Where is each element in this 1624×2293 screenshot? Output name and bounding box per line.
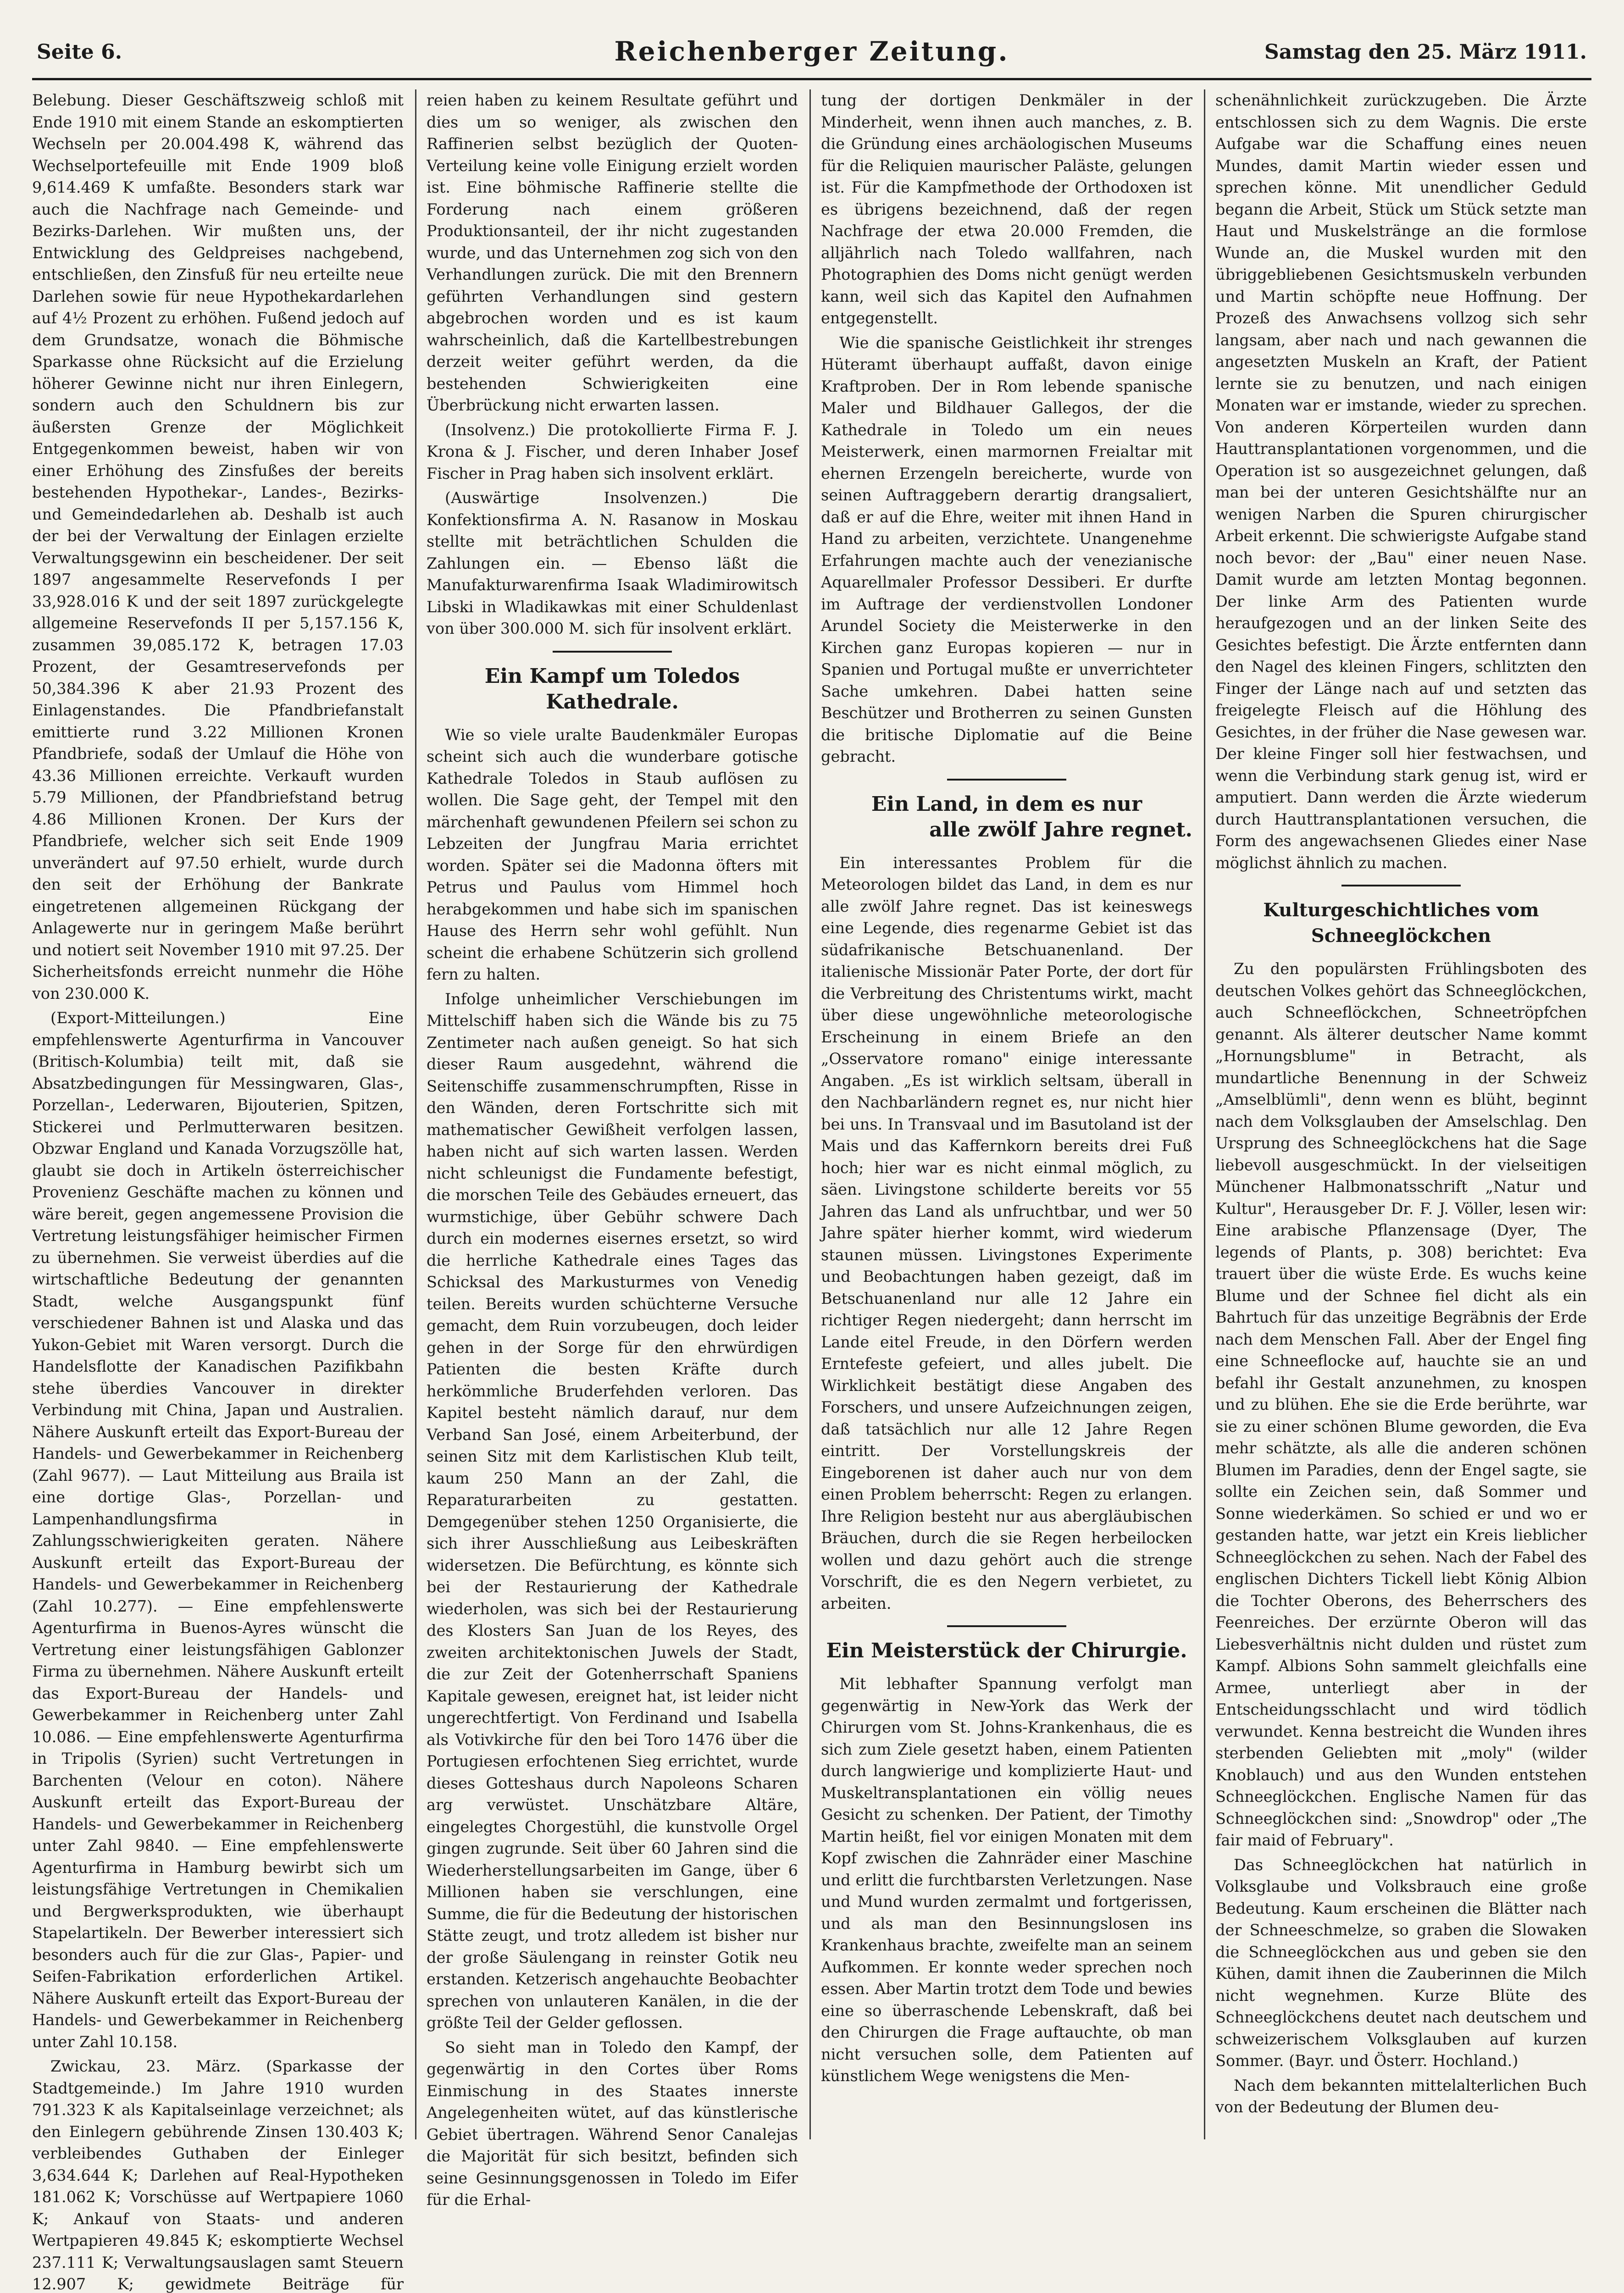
column-divider: [809, 89, 811, 2139]
snowdrop-paragraph: Nach dem bekannten mittelalterlichen Buch von der Bedeutung der Blumen deu-: [1215, 2076, 1587, 2116]
toledo-paragraph: Wie die spanische Geistlichkeit ihr strenges Hüteramt überhaupt auffaßt, davon einige Kraftproben. Der in Rom lebende spanische Maler und Bildhauer Gallegos, der die Kathedrale in Toledo um ein neues Meisterwerk, einen marmornen Freialtar mit ehernen Erzengeln bereicherte, wurde von seinen Auftraggebern derartig drangsaliert, daß er auf die Ehre, weiter mit ihnen Hand in Hand zu arbeiten, verzichtete. Unangenehme Erfahrungen machte auch der venezianische Aquarellmaler Professor Dessiberi. Er durfte im Auftrage der verdienstvollen Londoner Arundel Society die Meisterwerke in den Kirchen ganz Europas kopieren — nur in Spanien und Portugal mußte er unverrichteter Sache umkehren. Dabei hatten seine Beschützer und Brotherren zu seinen Gunsten die britische Diplomatie auf die Beine gebracht.: [821, 333, 1192, 765]
foreign-insolvency-notice: (Auswärtige Insolvenzen.) Die Konfektionsfirma A. N. Rasanow in Moskau stellte mit beträchtlichen Schulden die Zahlungen ein. — Ebenso läßt die Manufakturwarenfirma Isaak Wladimirowitsch Libski in Wladikawkas mit einer Schuldenlast von über 300.000 M. sich für insolvent erklärt.: [427, 489, 798, 637]
surgery-continued: schenähnlichkeit zurückzugeben. Die Ärzte entschlossen sich zu dem Wagnis. Die erste Aufgabe war die Schaffung eines neuen Mundes, damit Martin wieder essen und sprechen könne. Mit unendlicher Geduld begann die Arbeit, Stück um Stück setzte man Haut und Muskelstränge an die formlose Wunde an, die Muskel wurden mit den übriggebliebenen Gesichtsmuskeln verbunden und Martin schöpfte neue Hoffnung. Der Prozeß des Anwachsens vollzog sich sehr langsam, aber nach und nach gewannen die angesetzten Muskeln an Kraft, der Patient lernte sie zu benutzen, und nach einigen Monaten war er imstande, wieder zu sprechen. Von anderen Körperteilen wurden dann Hauttransplantationen vorgenommen, und die Operation ist so ausgezeichnet gelungen, daß man bei der unteren Gesichtshälfte nur an wenigen Narben die Spuren chirurgischer Arbeit erkennt. Die schwierigste Aufgabe stand noch bevor: der „Bau" einer neuen Nase. Damit wurde am letzten Montag begonnen. Der linke Arm des Patienten wurde heraufgezogen und an der linken Seite des Gesichtes befestigt. Die Ärzte entfernten dann den Nagel des kleinen Fingers, schlitzten den Finger der Länge nach auf und setzten das freigelegte Fleisch auf die Höhlung des Gesichtes, in der früher die Nase gewesen war. Der kleine Finger soll hier festwachsen, und wenn die Verbindung stark genug ist, wird er amputiert. Dann werden die Ärzte wiederum durch Hauttransplantationen versuchen, die Form des angewachsenen Gliedes einer Nase möglichst ähnlich zu machen.: [1215, 91, 1587, 872]
zwickau-sparkasse-notice: Zwickau, 23. März. (Sparkasse der Stadtgemeinde.) Im Jahre 1910 wurden 791.323 K als Kapitalseinlage verzeichnet; als den Einlegern gebührende Zinsen 130.403 K; verbleibendes Guthaben der Einleger 3,634.644 K; Darlehen auf Real-Hypotheken 181.062 K; Vorschüsse auf Wertpapiere 1060 K; Ankauf von Staats- und anderen Wertpapieren 49.845 K; eskomptierte Wechsel 237.111 K; Verwaltungsauslagen samt Steuern 12.907 K; gewidmete Beiträge für: [32, 2057, 404, 2293]
article-heading-rain-line1: Ein Land, in dem es nur: [871, 792, 1142, 816]
page-number: Seite 6.: [37, 40, 122, 64]
column-3: [821, 89, 1192, 2139]
column-1: [32, 89, 404, 2293]
issue-date: Samstag den 25. März 1911.: [1264, 40, 1587, 64]
section-rule: [553, 651, 672, 653]
column-divider: [1204, 89, 1205, 2139]
section-rule: [947, 1625, 1066, 1627]
rain-paragraph: Ein interessantes Problem für die Meteorologen bildet das Land, in dem es nur alle zwölf Jahre regnet. Das ist keineswegs eine Legende, dies regenarme Gebiet ist das südafrikanische Betschuanenland. Der italienische Missionär Pater Porte, der dort für die Verbreitung des Christentums wirkt, macht über diese ungewöhnliche meteorologische Erscheinung in einem Briefe an den „Osservatore romano" einige interessante Angaben. „Es ist wirklich seltsam, überall in den Nachbarländern regnet es, nur nicht hier bei uns. In Transvaal und im Basutoland ist der Mais und das Kaffernkorn bereits drei Fuß hoch; hier war es nicht einmal möglich, zu säen. Livingstone schilderte bereits vor 55 Jahren das Land als unfruchtbar, und wer 50 Jahre später hierher kommt, wird wiederum staunen müssen. Livingstones Experimente und Beobachtungen haben gezeigt, daß im Betschuanenland nur alle 12 Jahre ein richtiger Regen niedergeht; dann herrscht im Lande eitel Freude, in den Dörfern werden Erntefeste gefeiert, und alles jubelt. Die Wirklichkeit bestätigt diese Angaben des Forschers, und unsere Aufzeichnungen zeigen, daß tatsächlich nur alle 12 Jahre Regen eintritt. Der Vorstellungskreis der Eingeborenen ist daher auch nur von dem einen Problem beherrscht: Regen zu erlangen. Ihre Religion besteht nur aus abergläubischen Bräuchen, durch die sie Regen herbeilocken wollen und dazu gehört auch die strenge Vorschrift, die es den Negern verbietet, zu arbeiten.: [821, 853, 1192, 1612]
column-2: [427, 89, 798, 2209]
article-heading-toledo: Ein Kampf um Toledos Kathedrale.: [484, 664, 740, 714]
column-4: [1215, 89, 1587, 2139]
toledo-paragraph: Wie so viele uralte Baudenkmäler Europas scheint sich auch die wunderbare gotische Kathedrale Toledos in Staub auflösen zu wollen. Die Sage geht, der Tempel mit den märchenhaft gewundenen Pfeilern sei schon zu Lebzeiten der Jungfrau Maria errichtet worden. Später sei die Madonna öfters mit Petrus und Paulus vom Himmel hoch herabgekommen und habe sich im spanischen Hause des Herrn sehr wohl gefühlt. Nun scheint die erhabene Schützerin sich grollend fern zu halten.: [427, 726, 798, 983]
column-divider: [415, 89, 416, 2139]
sparkasse-report-continued: Belebung. Dieser Geschäftszweig schloß mit Ende 1910 mit einem Stande an eskomptierten Wechseln per 20.004.498 K, während das Wechselportefeuille mit Ende 1909 bloß 9,614.469 K umfaßte. Besonders stark war auch die Nachfrage nach Gemeinde- und Bezirks-Darlehen. Wir mußten uns, der Entwicklung des Geldpreises nachgebend, entschließen, den Zinsfuß für neu erteilte neue Darlehen sowie für neue Hypothekardarlehen auf 4½ Prozent zu erhöhen. Fußend jedoch auf dem Grundsatze, wonach die Böhmische Sparkasse ohne Rücksicht auf die Erzielung höherer Gewinne nicht nur ihren Einlegern, sondern auch den Schuldnern bis zur äußersten Grenze der Möglichkeit Entgegenkommen beweist, haben wir von einer Erhöhung des Zinsfußes der bereits bestehenden Hypothekar-, Landes-, Bezirks- und Gemeindedarlehen ab. Deshalb ist auch der bei der Verwaltung der Einlagen erzielte Verwaltungsgewinn ein bescheidener. Der seit 1897 angesammelte Reservefonds I per 33,928.016 K und der seit 1897 zurückgelegte allgemeine Reservefonds II per 5,157.156 K, zusammen 39,085.172 K, betragen 17.03 Prozent, der Gesamtreservefonds per 50,384.396 K aber 21.93 Prozent des Einlagenstandes. Die Pfandbriefanstalt emittierte rund 3.22 Millionen Kronen Pfandbriefe, sodaß der Umlauf die Höhe von 43.36 Millionen erreichte. Verkauft wurden 5.79 Millionen, der Pfandbriefstand betrug 4.86 Millionen Kronen. Der Kurs der Pfandbriefe, welcher sich seit Ende 1909 unverändert auf 97.50 erhielt, wurde durch den seit der Erhöhung der Bankrate eingetretenen allgemeinen Rückgang der Anlagewerte nur in geringem Maße berührt und notiert seit November 1910 mit 97.25. Der Sicherheitsfonds erreicht nunmehr die Höhe von 230.000 K.: [32, 91, 404, 1002]
surgery-paragraph: Mit lebhafter Spannung verfolgt man gegenwärtig in New-York das Werk der Chirurgen vom St. Johns-Krankenhaus, die es sich zum Ziele gesetzt haben, einem Patienten durch langwierige und komplizierte Haut- und Muskeltransplantationen ein völlig neues Gesicht zu schenken. Der Patient, der Timothy Martin heißt, fiel vor einigen Monaten mit dem Kopf zwischen die Zahnräder einer Maschine und erlitt die furchtbarsten Verletzungen. Nase und Mund wurden zermalmt und fortgerissen, und als man den Besinnungslosen ins Krankenhaus brachte, zweifelte man an seinem Aufkommen. Er konnte weder sprechen noch essen. Aber Martin trotzt dem Tode und bewies eine so überraschende Lebenskraft, daß bei den Chirurgen die Frage auftauchte, ob man nicht versuchen solle, dem Patienten auf künstlichem Wege wenigstens die Men-: [821, 1675, 1192, 2085]
section-rule: [947, 779, 1066, 781]
snowdrop-paragraph: Zu den populärsten Frühlingsboten des deutschen Volkes gehört das Schneeglöckchen, auch Schneeflöckchen, Schneetröpfchen genannt. Als älterer deutscher Name kommt „Hornungsblume" in Betracht, als mundartliche Benennung in der Schweiz „Amselblümli", denn wenn es blüht, beginnt nach dem Volksglauben der Amselschlag. Den Ursprung des Schneeglöckchens hat die Sage liebevoll ausgeschmückt. In der vielseitigen Münchener Halbmonatsschrift „Natur und Kultur", Herausgeber Dr. F. J. Völler, lesen wir: Eine arabische Pflanzensage (Dyer, The legends of Plants, p. 308) berichtet: Eva trauert über die wüste Erde. Es wuchs keine Blume und der Schnee fiel dicht als ein Bahrtuch für das unzeitige Begräbnis der Erde nach dem Menschen Fall. Aber der Engel fing eine Schneeflocke auf, hauchte sie an und befahl ihr Gestalt anzunehmen, zu knospen und zu blühen. Ehe sie die Erde berührte, war sie zu einer schönen Blume geworden, die Eva mehr schätzte, als alle die anderen schönen Blumen im Paradies, denn der Engel sagte, sie sollte ein Zeichen sein, daß Sommer und Sonne wiederkämen. So schied er und wo er gestanden hatte, war jetzt ein Kreis lieblicher Schneeglöckchen zu sehen. Nach der Fabel des englischen Dichters Tickell liebt König Albion die Tochter Oberons, des Beherrschers des Feenreiches. Der erzürnte Oberon will das Liebesverhältnis nicht dulden und rüstet zum Kampf. Albions Sohn sammelt gleichfalls eine Armee, unterliegt aber in der Entscheidungsschlacht und wird tödlich verwundet. Kenna bestreicht die Wunden ihres sterbenden Geliebten mit „moly" (wilder Knoblauch) und aus den Wunden entstehen Schneeglöckchen. Englische Namen für das Schneeglöckchen sind: „Snowdrop" oder „The fair maid of February".: [1215, 960, 1587, 1849]
export-notices: (Export-Mitteilungen.) Eine empfehlenswerte Agenturfirma in Vancouver (Britisch-Kolumbia) teilt mit, daß sie Absatzbedingungen für Messingwaren, Glas-, Porzellan-, Lederwaren, Bijouterien, Spitzen, Stickerei und Perlmutterwaren besitzen. Obzwar England und Kanada Vorzugszölle hat, glaubt sie doch in Artikeln österreichischer Provenienz Geschäfte machen zu können und wäre bereit, gegen angemessene Provision die Vertretung leistungsfähiger heimischer Firmen zu übernehmen. Sie verweist überdies auf die wirtschaftliche Bedeutung der genannten Stadt, welche Ausgangspunkt fünf verschiedener Bahnen ist und Alaska und das Yukon-Gebiet mit Waren versorgt. Durch die Handelsflotte der Kanadischen Pazifikbahn stehe überdies Vancouver in direkter Verbindung mit China, Japan und Australien. Nähere Auskunft erteilt das Export-Bureau der Handels- und Gewerbekammer in Reichenberg (Zahl 9677). — Laut Mitteilung aus Braila ist eine dortige Glas-, Porzellan- und Lampenhandlungsfirma in Zahlungsschwierigkeiten geraten. Nähere Auskunft erteilt das Export-Bureau der Handels- und Gewerbekammer in Reichenberg (Zahl 10.277). — Eine empfehlenswerte Agenturfirma in Buenos-Ayres wünscht die Vertretung einer leistungsfähigen Gablonzer Firma zu übernehmen. Nähere Auskunft erteilt das Export-Bureau der Handels- und Gewerbekammer in Reichenberg unter Zahl 10.086. — Eine empfehlenswerte Agenturfirma in Tripolis (Syrien) sucht Vertretungen in Barchenten (Velour en coton). Nähere Auskunft erteilt das Export-Bureau der Handels- und Gewerbekammer in Reichenberg unter Zahl 9840. — Eine empfehlenswerte Agenturfirma in Hamburg bewirbt sich um leistungsfähige Vertretungen in Chemikalien und Bergwerksprodukten, wie überhaupt Stapelartikeln. Der Bewerber interessiert sich besonders auch für die zur Glas-, Papier- und Seifen-Fabrikation erforderlichen Artikel. Nähere Auskunft erteilt das Export-Bureau der Handels- und Gewerbekammer in Reichenberg unter Zahl 10.158.: [32, 1009, 404, 2051]
toledo-paragraph: So sieht man in Toledo den Kampf, der gegenwärtig in den Cortes über Roms Einmischung in des Staates innerste Angelegenheiten wütet, auf das künstlerische Gebiet übertragen. Während Senor Canalejas die Majorität für sich besitzt, befinden sich seine Gesinnungsgenossen in Toledo im Eifer für die Erhal-: [427, 2038, 798, 2209]
article-heading-rain-line2: alle zwölf Jahre regnet.: [929, 818, 1192, 842]
toledo-paragraph: Infolge unheimlicher Verschiebungen im Mittelschiff haben sich die Wände bis zu 75 Zentimeter nach außen geneigt. So hat sich dieser Raum ausgedehnt, während die Seitenschiffe zusammenschrumpften, Risse in den Wänden, deren Fortschritte sich mit mathematischer Gewißheit verfolgen lassen, haben nicht auf sich warten lassen. Werden nicht schleunigst die Fundamente befestigt, die morschen Teile des Gebäudes erneuert, das wurmstichige, über Gebühr schwere Dach durch ein modernes eisernes ersetzt, so wird die herrliche Kathedrale eines Tages das Schicksal des Markusturmes von Venedig teilen. Bereits wurden schüchterne Versuche gemacht, dem Ruin vorzubeugen, doch leider gehen in der Sorge für den ehrwürdigen Patienten die besten Kräfte durch herkömmliche Bruderfehden verloren. Das Kapitel besteht nämlich darauf, nur dem Verband San José, einem Arbeiterbund, der seinen Sitz mit dem Karlistischen Klub teilt, kaum 250 Mann an der Zahl, die Reparaturarbeiten zu gestatten. Demgegenüber stehen 1250 Organisierte, die sich ihrer Ausschließung aus Leibeskräften widersetzen. Die Befürchtung, es könnte sich bei der Restaurierung der Kathedrale wiederholen, was sich bei der Restaurierung des Klosters San Juan de los Reyes, des zweiten architektonischen Juwels der Stadt, die zur Zeit der Gotenherrschaft Spaniens Kapitale gewesen, ereignet hat, ist leider nicht ungerechtfertigt. Von Ferdinand und Isabella als Votivkirche für den bei Toro 1476 über die Portugiesen erfochtenen Sieg errichtet, wurde dieses Gotteshaus durch Napoleons Scharen arg verwüstet. Unschätzbare Altäre, eingelegtes Chorgestühl, die kunstvolle Orgel gingen zugrunde. Seit über 60 Jahren sind die Wiederherstellungsarbeiten im Gange, über 6 Millionen haben sie verschlungen, eine Summe, die für die Bedeutung der historischen Stätte zeugt, und trotz alledem ist bisher nur der große Säulengang in reinster Gotik neu erstanden. Ketzerisch angehauchte Beobachter sprechen von unlauteren Kanälen, in die der größte Teil der Gelder geflossen.: [427, 990, 798, 2032]
newspaper-page: [32, 28, 1591, 2293]
toledo-continued: tung der dortigen Denkmäler in der Minderheit, wenn ihnen auch manches, z. B. die Gründung eines archäologischen Museums für die Reliquien maurischer Paläste, gelungen ist. Für die Kampfmethode der Orthodoxen ist es übrigens bezeichnend, daß der regen Nachfrage der etwa 20.000 Fremden, die alljährlich nach Toledo wallfahren, nach Photographien des Doms nicht genügt werden kann, weil sich das Kapitel den Aufnahmen entgegenstellt.: [821, 91, 1192, 327]
snowdrop-paragraph: Das Schneeglöckchen hat natürlich in Volksglaube und Volksbrauch eine große Bedeutung. Kaum erscheinen die Blätter nach der Schneeschmelze, so graben die Slowaken die Schneeglöckchen aus und geben sie den Kühen, damit ihnen die Zauberinnen die Milch nicht wegnehmen. Kurze Blüte des Schneeglöckchens deutet nach deutschem und schweizerischem Volksglauben auf kurzen Sommer. (Bayr. und Österr. Hochland.): [1215, 1855, 1587, 2070]
insolvency-notice: (Insolvenz.) Die protokollierte Firma F. J. Krona & J. Fischer, und deren Inhaber Josef Fischer in Prag haben sich insolvent erklärt.: [427, 421, 798, 482]
section-rule: [1341, 885, 1461, 886]
article-heading-surgery: Ein Meisterstück der Chirurgie.: [826, 1639, 1187, 1662]
masthead: [32, 28, 1591, 80]
newspaper-title: Reichenberger Zeitung.: [614, 36, 1009, 67]
article-heading-snowdrop: Kulturgeschichtliches vom Schneeglöckchen: [1263, 899, 1539, 947]
spirituskartell-continued: reien haben zu keinem Resultate geführt und dies um so weniger, als zwischen den Raffinerien selbst bezüglich der Quoten-Verteilung keine volle Einigung erzielt worden ist. Eine böhmische Raffinerie stellte die Forderung nach einem größeren Produktionsanteil, der ihr nicht zugestanden wurde, und das Unternehmen zog sich von den Verhandlungen zurück. Die mit den Brennern geführten Verhandlungen sind gestern abgebrochen worden und es ist kaum wahrscheinlich, daß die Kartellbestrebungen derzeit weiter geführt werden, da die bestehenden Schwierigkeiten eine Überbrückung nicht erwarten lassen.: [427, 91, 798, 414]
